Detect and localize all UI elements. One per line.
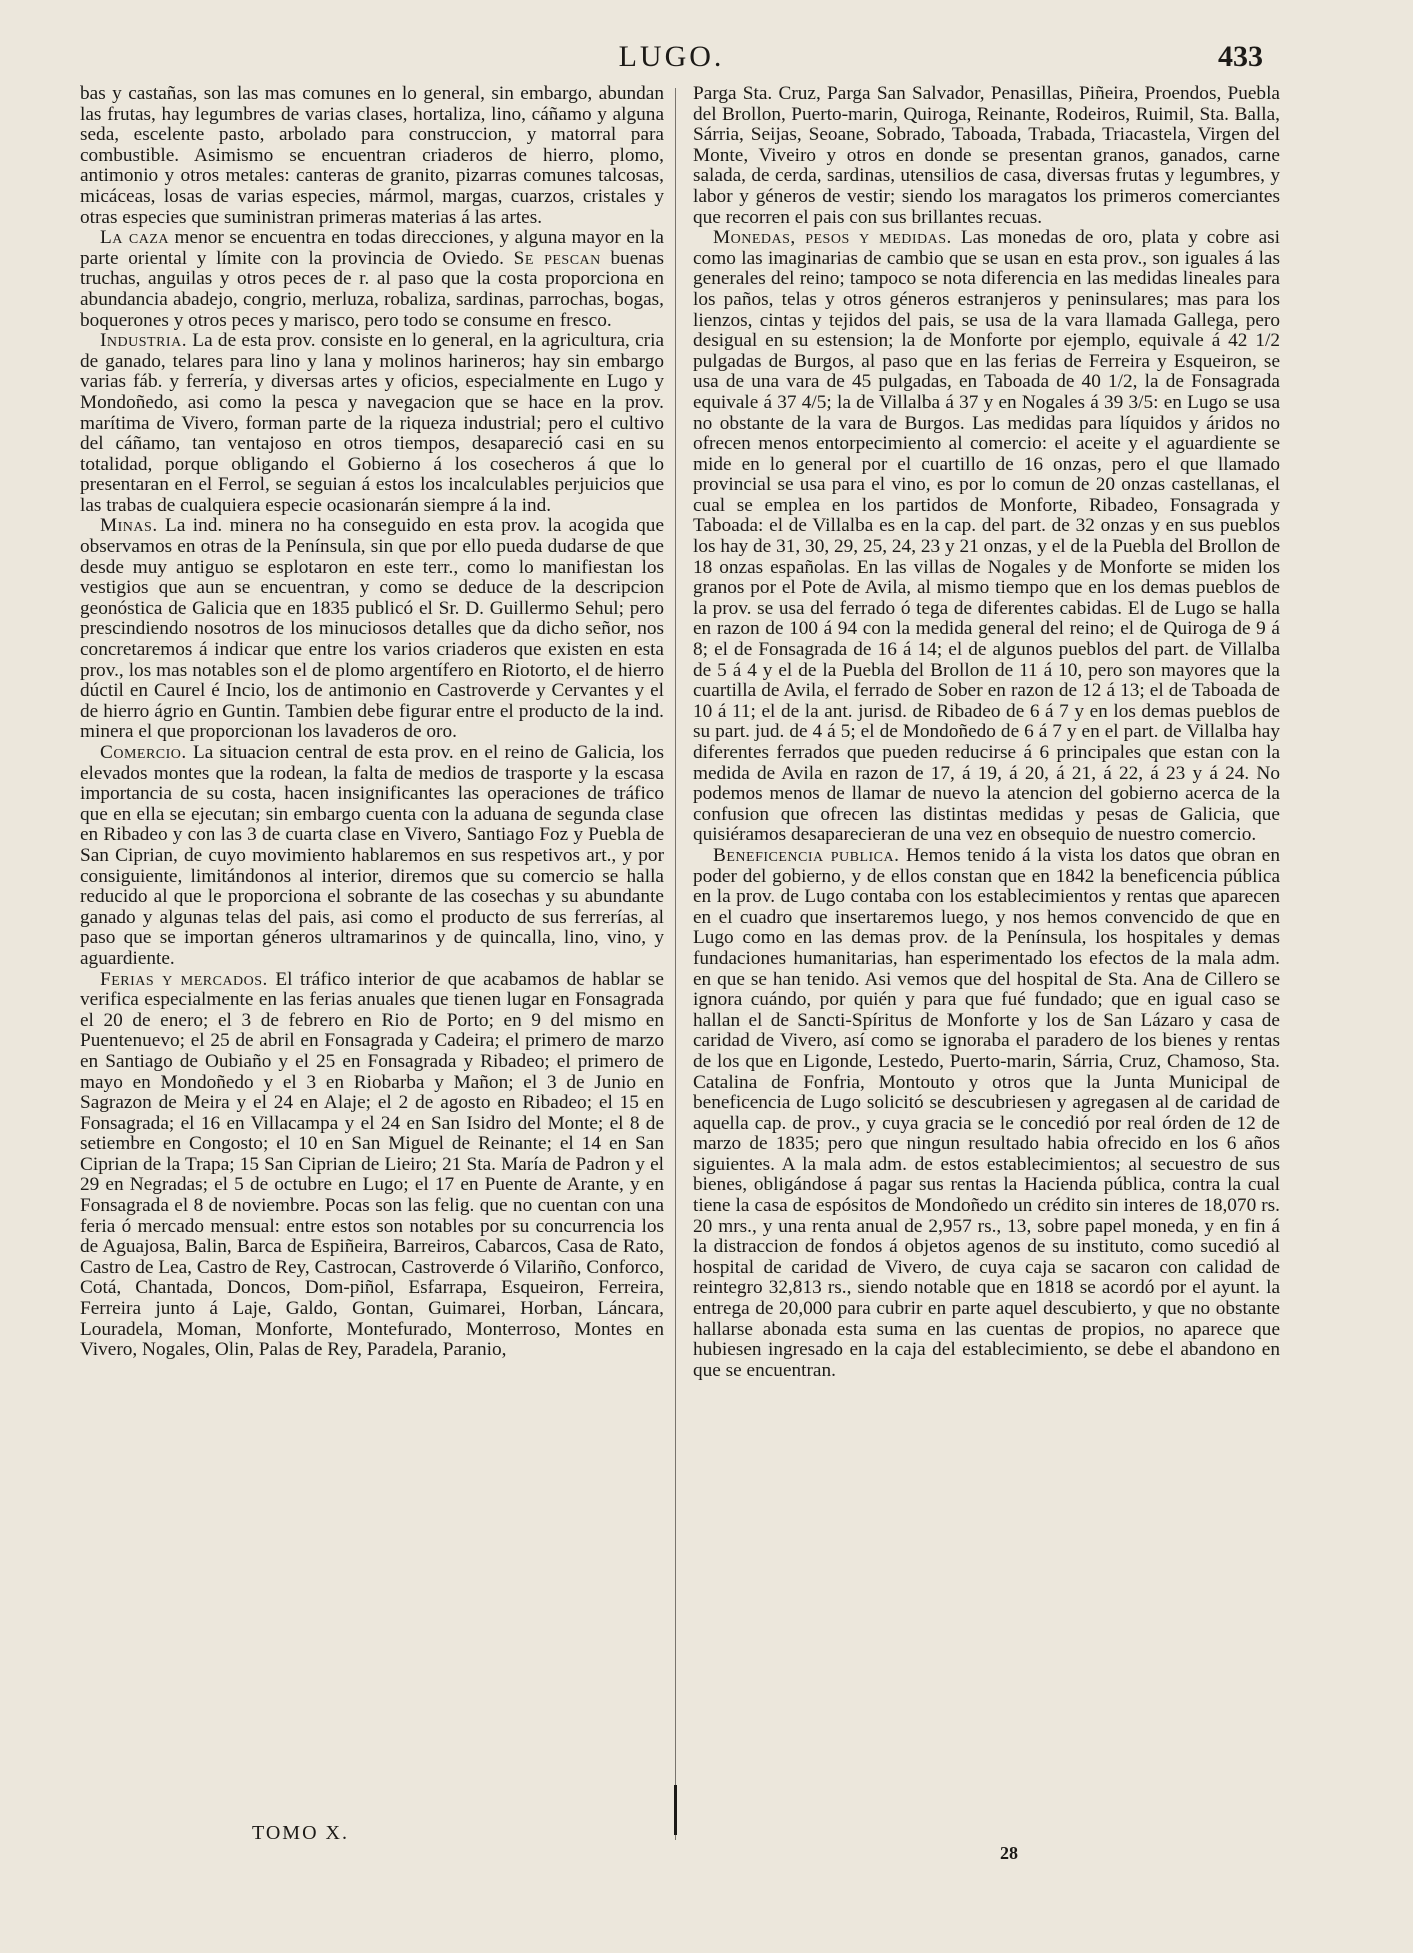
- volume-label: TOMO X.: [252, 1822, 349, 1844]
- section-heading-beneficencia: Beneficencia publica.: [713, 844, 900, 866]
- paragraph-industry: [80, 331, 664, 516]
- running-head: [80, 40, 1263, 80]
- paragraph-text: Las monedas de oro, plata y cobre asi como las imaginarias de cambio que se usan en esta prov., son iguales á las generales del reino; tampoco se nota diferencia en las medidas lineales para los paños, telas y otros géneros estranjeros y peninsulares; mas para los lienzos, cintas y tejidos del pais, se usa de la vara llamada Gallega, pero desigual en su estension; la de Monforte por ejemplo, equivale á 42 1/2 pulgadas de Burgos, al paso que en las ferias de Ferreira y Esqueiron, se usa de una vara de 45 pulgadas, en Taboada de 40 1/2, la de Fonsagrada equivale á 37 4/5; la de Villalba á 37 y en Nogales á 39 3/5: en Lugo se usa no obstante de la vara de Burgos. Las medidas para líquidos y áridos no ofrecen menos entorpecimiento al comercio: el aceite y el aguardiente se mide en lo general por el cuartillo de 16 onzas, pero el que llamado provincial se usa para el vino, es por lo comun de 20 onzas castellanas, el cual se emplea en los partidos de Monforte, Ribadeo, Fonsagrada y Taboada: el de Villalba es en la cap. del part. de 32 onzas y en sus pueblos los hay de 31, 30, 29, 25, 24, 23 y 21 onzas, y el de la Puebla del Brollon de 18 onzas españolas. En las villas de Nogales y de Monforte se miden los granos por el Pote de Avila, al mismo tiempo que en los demas pueblos de la prov. se usa del ferrado ó tega de diferentes cabidas. El de Lugo se halla en razon de 100 á 94 con la medida general del reino; el de Quiroga de 9 á 8; el de Fonsagrada de 16 á 14; el de algunos pueblos del part. de Villalba de 5 á 4 y el de la Puebla del Brollon de 11 á 10, pero son mayores que la cuartilla de Avila, el ferrado de Sober en razon de 12 á 13; el de Taboada de 10 á 11; el de la ant. jurisd. de Ribadeo de 6 á 7 y en los demas pueblos de su part. jud. de 4 á 5; el de Mondoñedo de 6 á 7 y en el part. de Villalba hay diferentes ferrados que pueden reducirse á 6 principales que estan con la medida de Avila en razon de 17, á 19, á 20, á 21, á 22, á 23 y á 24. No podemos menos de llamar de nuevo la atencion del gobierno acerca de la confusion que ofrecen las distintas medidas y pesas de Galicia, que quisiéramos desaparecieran de una vez en obsequio de nuestro comercio.: [693, 227, 1280, 846]
- section-heading-ferias: Ferias y mercados.: [100, 968, 268, 990]
- section-heading-comercio: Comercio.: [100, 742, 187, 763]
- page-title: LUGO.: [618, 40, 725, 73]
- paragraph-text: El tráfico interior de que acabamos de hablar se verifica especialmente en las ferias anuales que tienen lugar en Fonsagrada el 20 de enero; el 3 de febrero en Rio de Porto; en 9 del mismo en Puentenuevo; el 25 de abril en Fonsagrada y Cadeira; el primero de marzo en Santiago de Oubiaño y el 25 en Fonsagrada y Ribadeo; el primero de mayo en Mondoñedo y el 3 en Riobarba y Mañon; el 3 de Junio en Sagrazon de Meira y el 24 en Alaje; el 2 de agosto en Ribadeo; el 15 en Fonsagrada; el 16 en Villacampa y el 24 en San Isidro del Monte; el 8 de setiembre en Congosto; el 10 en San Miguel de Reinante; el 14 en San Ciprian de la Trapa; 15 San Ciprian de Lieiro; 21 Sta. María de Padron y el 29 en Negradas; el 5 de octubre en Lugo; el 17 en Puente de Arante, y en Fonsagrada el 8 de noviembre. Pocas son las felig. que no cuentan con una feria ó mercado mensual: entre estos son notables por su concurrencia los de Aguajosa, Balin, Barca de Espiñeira, Barreiros, Cabarcos, Casa de Rato, Castro de Lea, Castro de Rey, Castrocan, Castroverde ó Vilariño, Conforco, Cotá, Chantada, Doncos, Dom-piñol, Esfarrapa, Esqueiron, Ferreira, Ferreira junto á Laje, Galdo, Gontan, Guimarei, Horban, Láncara, Louradela, Moman, Monforte, Montefurado, Monterroso, Montes en Vivero, Nogales, Olin, Palas de Rey, Paradela, Paranio,: [80, 968, 664, 1361]
- paragraph-currency: [693, 228, 1280, 846]
- signature-mark: 28: [1000, 1843, 1018, 1863]
- paragraph-text: menor se encuentra en todas direcciones, y alguna mayor en la parte oriental y límite con la provincia de Oviedo.: [80, 227, 664, 269]
- paragraph-text: La situacion central de esta prov. en el reino de Galicia, los elevados montes que la rodean, la falta de medios de trasporte y la escasa importancia de su costa, hacen insignificantes las operaciones de tráfico que en ella se ejecutan; sin embargo cuenta con la aduana de segunda clase en Ribadeo y con las 3 de cuarta clase en Vivero, Santiago Foz y Puebla de San Ciprian, de cuyo movimiento hablaremos en sus respetivos art., y por consiguiente, limitándonos al interior, diremos que su comercio se halla reducido al que le proporciona el sobrante de las cosechas y su abundante ganado y algunas telas del pais, asi como el producto de sus ferrerías, al paso que se importan géneros ultramarinos y de quincalla, lino, vino, y aguardiente.: [80, 742, 664, 969]
- paragraph-fairs: [80, 970, 664, 1361]
- section-heading-pescan: Se pescan: [513, 247, 601, 269]
- left-column: [80, 84, 664, 1361]
- section-heading-industria: Industria.: [100, 330, 188, 352]
- section-heading-minas: Minas.: [100, 515, 158, 537]
- paragraph-text: bas y castañas, son las mas comunes en lo general, sin embargo, abundan las frutas, hay legumbres de varias clases, hortaliza, lino, cáñamo y alguna seda, escelente pasto, arbolado para construccion, y matorral para combustible. Asimismo se encuentran criaderos de hierro, plomo, antimonio y otros metales: canteras de granito, pizarras comunes talcosas, micáceas, losas de varias especies, mármol, margas, cuarzos, cristales y otras especies que suministran primeras materias á las artes.: [80, 83, 664, 228]
- paragraph-products: [80, 84, 664, 228]
- paragraph-text: Hemos tenido á la vista los datos que obran en poder del gobierno, y de ellos constan que en 1842 la beneficencia pública en la prov. de Lugo contaba con los establecimientos y rentas que aparecen en el cuadro que insertaremos luego, y nos hemos convencido de que en Lugo como en las demas prov. de la Península, los hospitales y demas fundaciones humanitarias, han esperimentado los efectos de la mala adm. en que se han tenido. Asi vemos que del hospital de Sta. Ana de Cillero se ignora cuándo, por quién y para que fué fundado; que en igual caso se hallan el de Sancti-Spíritus de Monforte y los de San Lázaro y casa de caridad de Vivero, así como se ignoraba el paradero de los bienes y rentas de los que en Ligonde, Lestedo, Puerto-marin, Sárria, Cruz, Chamoso, Sta. Catalina de Fonfria, Montouto y otros que la Junta Municipal de beneficencia de Lugo solicitó se descubriesen y agregasen al de caridad de aquella cap. de prov., y cuya gracia se le concedió por real órden de 12 de marzo de 1835; pero que ningun resultado habia ofrecido en los 6 años siguientes. A la mala adm. de estos establecimientos; al secuestro de sus bienes, obligándose á pagar sus rentas la Hacienda pública, contra la cual tiene la casa de espósitos de Mondoñedo un crédito sin interes de 18,070 rs. 20 mrs., y una renta anual de 2,957 rs., 13, sobre papel moneda, y en fin á la distraccion de fondos á objetos agenos de su instituto, como sucedió al hospital de caridad de Vivero, de cuya caja se sacaron con calidad de reintegro 32,813 rs., siendo notable que en 1818 se acordó por el ayunt. la entrega de 20,000 para cubrir en parte aquel descubierto, y que no obstante hallarse abonada esta suma en las cuentas de propios, no aparece que hubiesen ingresado en la caja del establecimiento, se debe el abandono en que se encuentran.: [693, 844, 1280, 1381]
- section-heading-caza: La caza: [100, 227, 170, 249]
- paragraph-fairs-continued: [693, 84, 1280, 228]
- paragraph-charity: [693, 846, 1280, 1381]
- paragraph-text: La de esta prov. consiste en lo general, en la agricultura, cria de ganado, telares para lino y lana y molinos harineros; hay sin embargo varias fáb. y ferrería, y diversas artes y oficios, especialmente en Lugo y Mondoñedo, asi como la pesca y navegacion que se hace en la prov. marítima de Vivero, forman parte de la riqueza industrial; pero el cultivo del cáñamo, tan ventajoso en otros tiempos, desapareció casi en su totalidad, porque obligando el Gobierno á los cosecheros á que lo presentaran en el Ferrol, se seguian á estos los incalculables perjuicios que las trabas de cualquiera especie ocasionarán siempre á la ind.: [80, 330, 664, 516]
- paragraph-commerce: [80, 743, 664, 970]
- right-column: [693, 84, 1280, 1381]
- paragraph-mines: [80, 516, 664, 743]
- section-heading-monedas: Monedas, pesos y medidas.: [713, 227, 952, 249]
- column-divider-mark: [674, 1785, 677, 1835]
- column-divider: [675, 88, 676, 1840]
- page-number: 433: [1218, 40, 1263, 73]
- paragraph-text: buenas truchas, anguilas y otros peces de r. al paso que la costa proporciona en abundancia abadejo, congrio, merluza, robaliza, sardinas, parrochas, bogas, boquerones y otros peces y marisco, pero todo se consume en fresco.: [80, 247, 664, 331]
- paragraph-text: Parga Sta. Cruz, Parga San Salvador, Penasillas, Piñeira, Proendos, Puebla del Brollon, Puerto-marin, Quiroga, Reinante, Rodeiros, Ruimil, Sta. Balla, Sárria, Seijas, Seoane, Sobrado, Taboada, Trabada, Triacastela, Virgen del Monte, Viveiro y otros en donde se presentan granos, ganados, carne salada, de cerda, sardinas, utensilios de casa, diversas frutas y legumbres, y labor y géneros de vestir; siendo los maragatos los primeros comerciantes que recorren el pais con sus brillantes recuas.: [693, 83, 1280, 228]
- paragraph-text: La ind. minera no ha conseguido en esta prov. la acogida que observamos en otras de la Península, sin que por ello pueda dudarse de que desde muy antiguo se esplotaron en este terr., como lo manifiestan los vestigios que aun se encuentran, y como se deduce de la descripcion geonóstica de Galicia que en 1835 publicó el Sr. D. Guillermo Sehul; pero prescindiendo nosotros de los minuciosos detalles que da dicho señor, nos concretaremos á indicar que entre los varios criaderos que existen en esta prov., los mas notables son el de plomo argentífero en Riotorto, el de hierro dúctil en Caurel é Incio, los de antimonio en Castroverde y Cervantes y el de hierro ágrio en Guntin. Tambien debe figurar entre el producto de la ind. minera el que proporcionan los lavaderos de oro.: [80, 515, 664, 743]
- paragraph-hunting: [80, 228, 664, 331]
